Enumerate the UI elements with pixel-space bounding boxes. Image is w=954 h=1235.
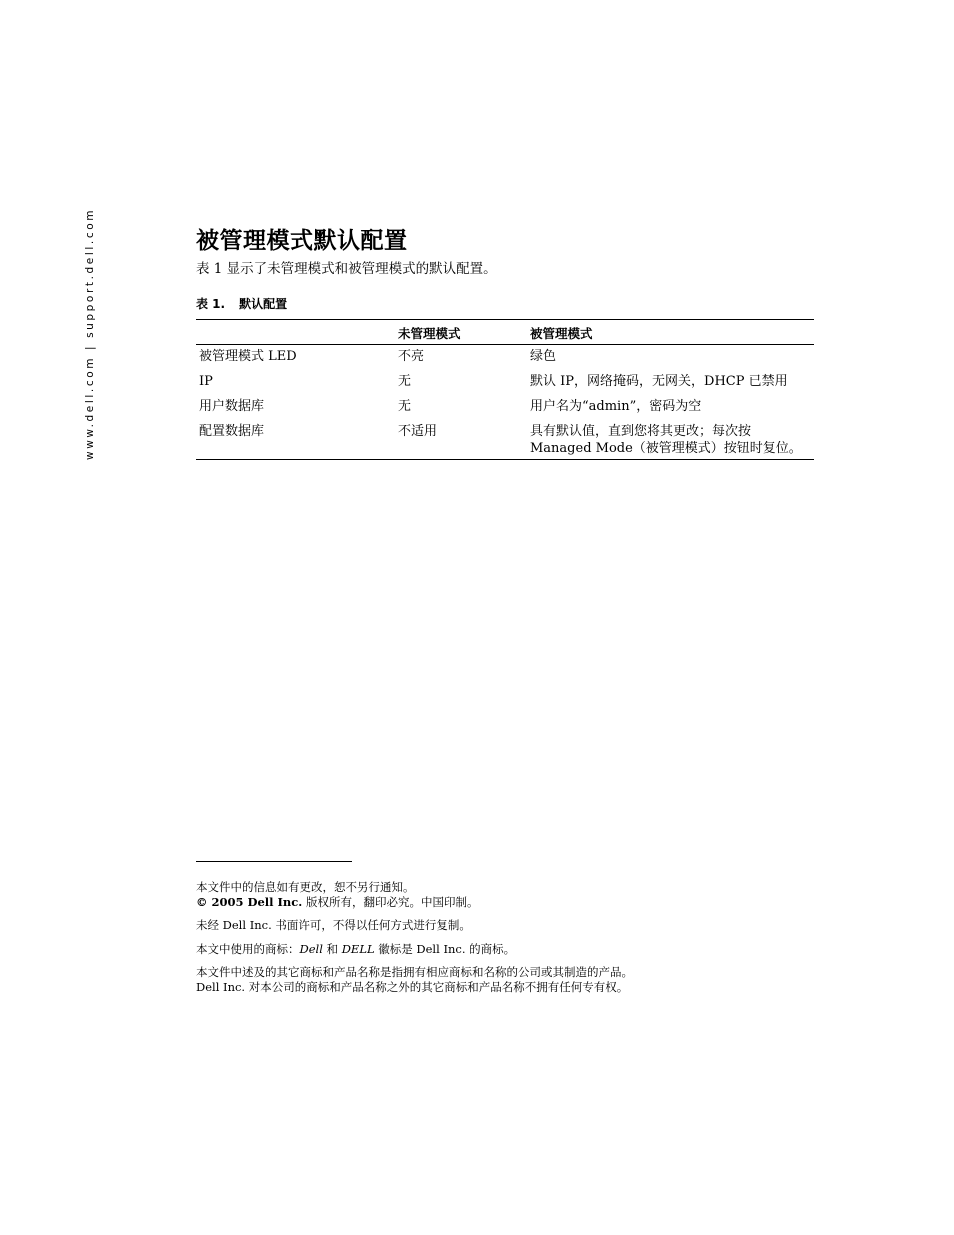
header-cell-feature [196,320,395,345]
side-url-text: www.dell.com | support.dell.com [84,207,96,460]
table-caption-number: 表 1. [196,297,226,311]
table-caption-text: 默认配置 [239,297,288,311]
cell-feature: 被管理模式 LED [199,349,297,364]
footnote-other-trademarks [196,965,633,995]
cell-unmanaged: 不亮 [398,349,425,364]
header-cell-managed: 被管理模式 [527,320,814,345]
other-trademarks-line2: Dell Inc. 对本公司的商标和产品名称之外的其它商标和产品名称不拥有任何专有权。 [196,980,629,994]
table-row [196,345,814,371]
cell-managed: 用户名为“admin”，密码为空 [530,399,702,414]
table-header-row [196,320,814,345]
footnote-trademarks [196,942,515,957]
table-row [196,370,814,395]
trademark-dell: Dell [299,942,323,956]
trademark-suffix: 徽标是 Dell Inc. 的商标。 [374,942,516,956]
cell-unmanaged: 无 [398,374,412,389]
header-cell-unmanaged: 未管理模式 [395,320,527,345]
footnote-reproduction: 未经 Dell Inc. 书面许可，不得以任何方式进行复制。 [196,918,471,932]
cell-feature: IP [199,374,213,389]
table-caption [196,295,287,312]
trademark-dell-caps: DELL [341,942,375,956]
footnote-rule [196,861,352,862]
cell-managed-line2: Managed Mode（被管理模式）按钮时复位。 [530,441,802,456]
cell-managed: 绿色 [530,349,557,364]
intro-paragraph: 表 1 显示了未管理模式和被管理模式的默认配置。 [196,261,497,277]
trademark-prefix: 本文中使用的商标： [196,942,300,956]
cell-unmanaged: 不适用 [398,424,438,439]
other-trademarks-line1: 本文件中述及的其它商标和产品名称是指拥有相应商标和名称的公司或其制造的产品。 [196,965,633,979]
cell-managed [527,420,814,460]
footnote-notice [196,880,478,910]
copyright-rest: 版权所有，翻印必究。中国印制。 [302,895,479,909]
cell-managed: 默认 IP，网络掩码，无网关，DHCP 已禁用 [530,374,788,389]
table-row [196,395,814,420]
default-config-table [196,319,814,460]
page-title: 被管理模式默认配置 [196,228,408,254]
copyright-holder: © 2005 Dell Inc. [196,895,303,909]
cell-unmanaged: 无 [398,399,412,414]
table-row [196,420,814,460]
footnote-change-notice: 本文件中的信息如有更改，恕不另行通知。 [196,880,415,894]
cell-managed-line1: 具有默认值，直到您将其更改；每次按 [530,424,752,439]
trademark-and: 和 [322,942,342,956]
footnote-copyright [196,895,478,910]
cell-feature: 用户数据库 [199,399,265,414]
cell-feature: 配置数据库 [199,424,265,439]
